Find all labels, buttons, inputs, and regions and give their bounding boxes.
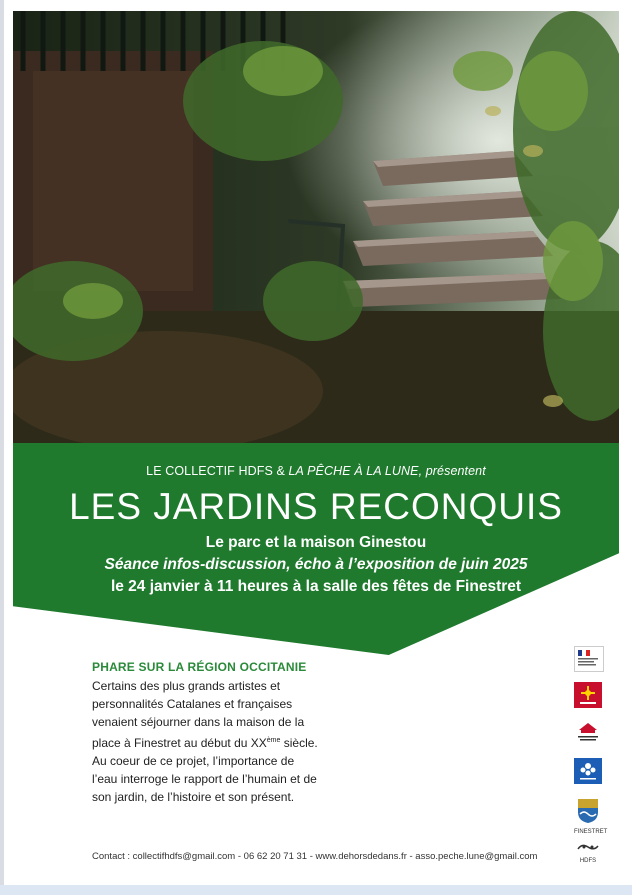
finestret-logo-label: FINESTRET — [574, 829, 608, 835]
section-body — [92, 677, 322, 806]
presenters-association: LA PÊCHE À LA LUNE, présentent — [288, 464, 486, 478]
section-heading: PHARE SUR LA RÉGION OCCITANIE — [92, 660, 307, 674]
subtitle-place: Le parc et la maison Ginestou — [205, 534, 427, 551]
occitanie-logo — [574, 682, 602, 708]
contact-line: Contact : collectifhdfs@gmail.com - 06 62 20 71 31 - www.dehorsdedans.fr - asso.peche.lune@gmail.com — [92, 851, 538, 862]
body-text-part1: Certains des plus grands artistes et personnalités Catalanes et françaises venaient séjourner dans la maison de la place à Finestret au début du XX — [92, 679, 305, 750]
hdfs-logo — [574, 840, 602, 862]
presenters-line — [0, 464, 632, 478]
department-logo — [574, 758, 602, 784]
finestret-logo — [574, 796, 608, 835]
hdfs-logo-label: HDFS — [579, 858, 597, 864]
subtitle-date: le 24 janvier à 11 heures à la salle des fêtes de Finestret — [110, 578, 522, 595]
poster-title: LES JARDINS RECONQUIS — [69, 486, 563, 527]
roussillon-house-logo — [574, 720, 602, 744]
page-bottom-edge — [0, 885, 632, 895]
garden-stairs-photo — [13, 11, 619, 443]
prefecture-logo — [574, 646, 604, 672]
page-edge — [0, 0, 4, 895]
body-text-superscript: ème — [266, 736, 281, 744]
presenters-collective: LE COLLECTIF HDFS & — [146, 464, 285, 478]
body-text-part2: siècle. Au coeur de ce projet, l’importance de l’eau interroge le rapport de l’humain et de son jardin, de l’histoire et son présent. — [92, 735, 318, 805]
subtitle-session: Séance infos-discussion, écho à l’exposition de juin 2025 — [104, 556, 528, 573]
